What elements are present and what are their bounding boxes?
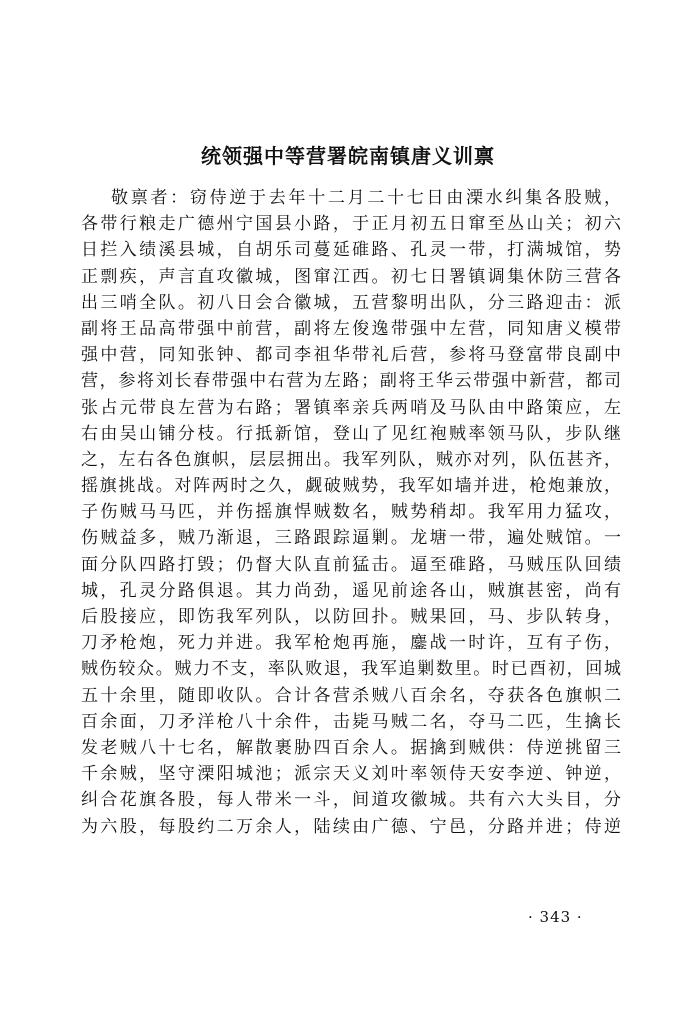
text-line: 城，孔灵分路俱退。其力尚劲，遥见前途各山，贼旗甚密，尚有 [81,580,621,601]
text-line: 发老贼八十七名，解散裹胁四百余人。据擒到贼供：侍逆挑留三 [81,737,621,758]
text-line: 日拦入绩溪县城，自胡乐司蔓延碓路、孔灵一带，打满城馆，势 [81,240,621,261]
text-line: 摇旗挑战。对阵两时之久，觑破贼势，我军如墙并进，枪炮兼放， [81,476,621,497]
text-line: 纠合花旗各股，每人带米一斗，间道攻徽城。共有六大头目，分 [81,790,621,811]
text-line: 敬禀者：窃侍逆于去年十二月二十七日由溧水纠集各股贼， [111,188,621,208]
text-line: 百余面，刀矛洋枪八十余件，击毙马贼二名，夺马二匹，生擒长 [81,711,621,732]
text-line: 刀矛枪炮，死力并进。我军枪炮再施，鏖战一时许，互有子伤， [81,633,621,654]
text-line: 子伤贼马马匹，并伤摇旗悍贼数名，贼势稍却。我军用力猛攻， [81,502,621,523]
text-line: 张占元带良左营为右路；署镇率亲兵两哨及马队由中路策应，左 [81,397,621,418]
text-line: 右由吴山铺分枝。行抵新馆，登山了见红袍贼率领马队，步队继 [81,423,621,444]
document-title: 统领强中等营署皖南镇唐义训禀 [201,144,495,168]
text-line: 后股接应，即饬我军列队，以防回扑。贼果回，马、步队转身， [81,607,621,627]
text-line: 强中营，同知张钟、都司李祖华带礼后营，参将马登富带良副中 [81,345,621,366]
text-line: 伤贼益多，贼乃渐退，三路跟踪逼剿。龙塘一带，遍处贼馆。一 [81,528,621,549]
text-line: 正剽疾，声言直攻徽城，图窜江西。初七日署镇调集休防三营各 [81,266,621,287]
text-line: 出三哨全队。初八日会合徽城，五营黎明出队，分三路迎击：派 [81,292,621,313]
text-line: 各带行粮走广德州宁国县小路，于正月初五日窜至丛山关；初六 [81,214,621,235]
text-line: 营，参将刘长春带强中右营为左路；副将王华云带强中新营，都司 [81,371,621,392]
page-number: · 343 · [528,908,583,926]
text-line: 贼伤较众。贼力不支，率队败退，我军追剿数里。时已酉初，回城 [81,659,621,680]
text-line: 五十余里，随即收队。合计各营杀贼八百余名，夺获各色旗帜二 [81,685,621,706]
text-line: 千余贼，坚守溧阳城池；派宗天义刘叶率领侍天安李逆、钟逆， [81,764,621,785]
text-line: 为六股，每股约二万余人，陆续由广德、宁邑，分路并进；侍逆 [81,816,621,837]
text-line: 面分队四路打毁；仍督大队直前猛击。逼至碓路，马贼压队回绩 [81,554,621,575]
text-line: 之，左右各色旗帜，层层拥出。我军列队，贼亦对列，队伍甚齐， [81,449,621,470]
document-body [81,185,621,840]
text-line: 副将王品高带强中前营，副将左俊逸带强中左营，同知唐义模带 [81,318,621,339]
